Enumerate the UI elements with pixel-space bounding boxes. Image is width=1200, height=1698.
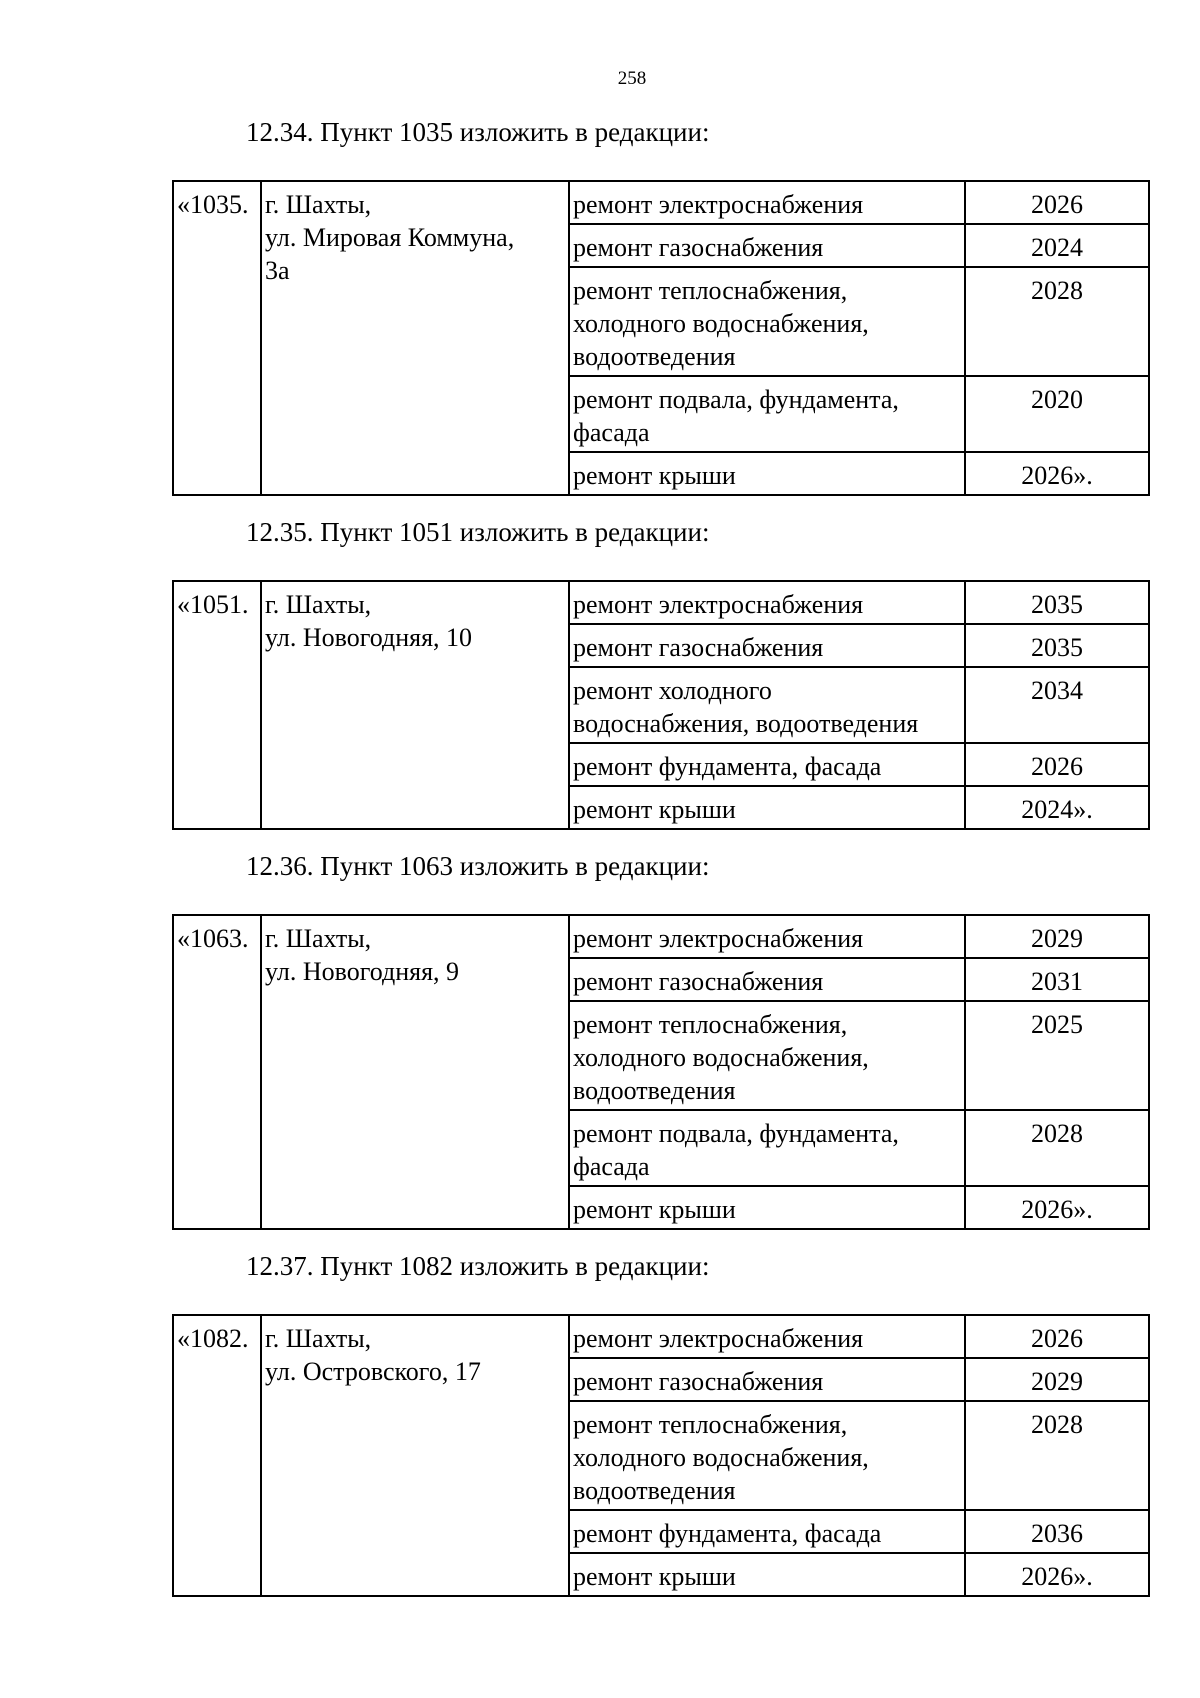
section-heading: 12.36. Пункт 1063 изложить в редакции:: [246, 851, 710, 881]
work-type: ремонт теплоснабжения, холодного водоснабжения, водоотведения: [569, 267, 965, 376]
work-year: 2036: [965, 1510, 1149, 1553]
page-number: 258: [617, 68, 647, 89]
item-table: [172, 180, 1150, 496]
item-address: г. Шахты, ул. Мировая Коммуна, 3а: [261, 181, 569, 495]
work-year: 2026: [965, 181, 1149, 224]
work-type: ремонт электроснабжения: [569, 915, 965, 958]
item-table: [172, 580, 1150, 830]
work-year: 2026».: [965, 1186, 1149, 1229]
work-type: ремонт подвала, фундамента, фасада: [569, 376, 965, 452]
work-type: ремонт крыши: [569, 1553, 965, 1596]
section-12-37: [172, 1250, 1150, 1591]
table-row: [173, 915, 1149, 958]
work-year: 2034: [965, 667, 1149, 743]
item-address: г. Шахты, ул. Островского, 17: [261, 1315, 569, 1596]
work-type: ремонт теплоснабжения, холодного водоснабжения, водоотведения: [569, 1001, 965, 1110]
work-year: 2024».: [965, 786, 1149, 829]
work-year: 2025: [965, 1001, 1149, 1110]
section-heading: 12.37. Пункт 1082 изложить в редакции:: [246, 1251, 710, 1281]
item-address: г. Шахты, ул. Новогодняя, 9: [261, 915, 569, 1229]
section-12-35: [172, 516, 1150, 824]
work-year: 2031: [965, 958, 1149, 1001]
work-type: ремонт подвала, фундамента, фасада: [569, 1110, 965, 1186]
work-type: ремонт электроснабжения: [569, 1315, 965, 1358]
work-year: 2020: [965, 376, 1149, 452]
work-type: ремонт газоснабжения: [569, 624, 965, 667]
work-type: ремонт холодного водоснабжения, водоотведения: [569, 667, 965, 743]
work-type: ремонт электроснабжения: [569, 181, 965, 224]
table-row: [173, 181, 1149, 224]
item-number: «1082.: [173, 1315, 261, 1596]
work-year: 2026: [965, 1315, 1149, 1358]
work-year: 2028: [965, 1401, 1149, 1510]
work-type: ремонт газоснабжения: [569, 224, 965, 267]
work-type: ремонт теплоснабжения, холодного водоснабжения, водоотведения: [569, 1401, 965, 1510]
work-type: ремонт крыши: [569, 1186, 965, 1229]
section-heading: 12.34. Пункт 1035 изложить в редакции:: [246, 117, 710, 147]
table-row: [173, 581, 1149, 624]
work-year: 2035: [965, 624, 1149, 667]
item-number: «1063.: [173, 915, 261, 1229]
work-type: ремонт крыши: [569, 786, 965, 829]
work-year: 2028: [965, 267, 1149, 376]
item-number: «1051.: [173, 581, 261, 829]
work-type: ремонт фундамента, фасада: [569, 743, 965, 786]
work-type: ремонт электроснабжения: [569, 581, 965, 624]
section-12-34: [172, 116, 1150, 490]
work-year: 2026: [965, 743, 1149, 786]
work-year: 2035: [965, 581, 1149, 624]
work-type: ремонт газоснабжения: [569, 958, 965, 1001]
work-year: 2026».: [965, 452, 1149, 495]
work-year: 2029: [965, 915, 1149, 958]
work-year: 2029: [965, 1358, 1149, 1401]
table-row: [173, 1315, 1149, 1358]
work-type: ремонт крыши: [569, 452, 965, 495]
item-address: г. Шахты, ул. Новогодняя, 10: [261, 581, 569, 829]
section-12-36: [172, 850, 1150, 1224]
work-year: 2024: [965, 224, 1149, 267]
work-type: ремонт газоснабжения: [569, 1358, 965, 1401]
item-number: «1035.: [173, 181, 261, 495]
section-heading: 12.35. Пункт 1051 изложить в редакции:: [246, 517, 710, 547]
work-year: 2026».: [965, 1553, 1149, 1596]
work-year: 2028: [965, 1110, 1149, 1186]
item-table: [172, 1314, 1150, 1597]
work-type: ремонт фундамента, фасада: [569, 1510, 965, 1553]
item-table: [172, 914, 1150, 1230]
